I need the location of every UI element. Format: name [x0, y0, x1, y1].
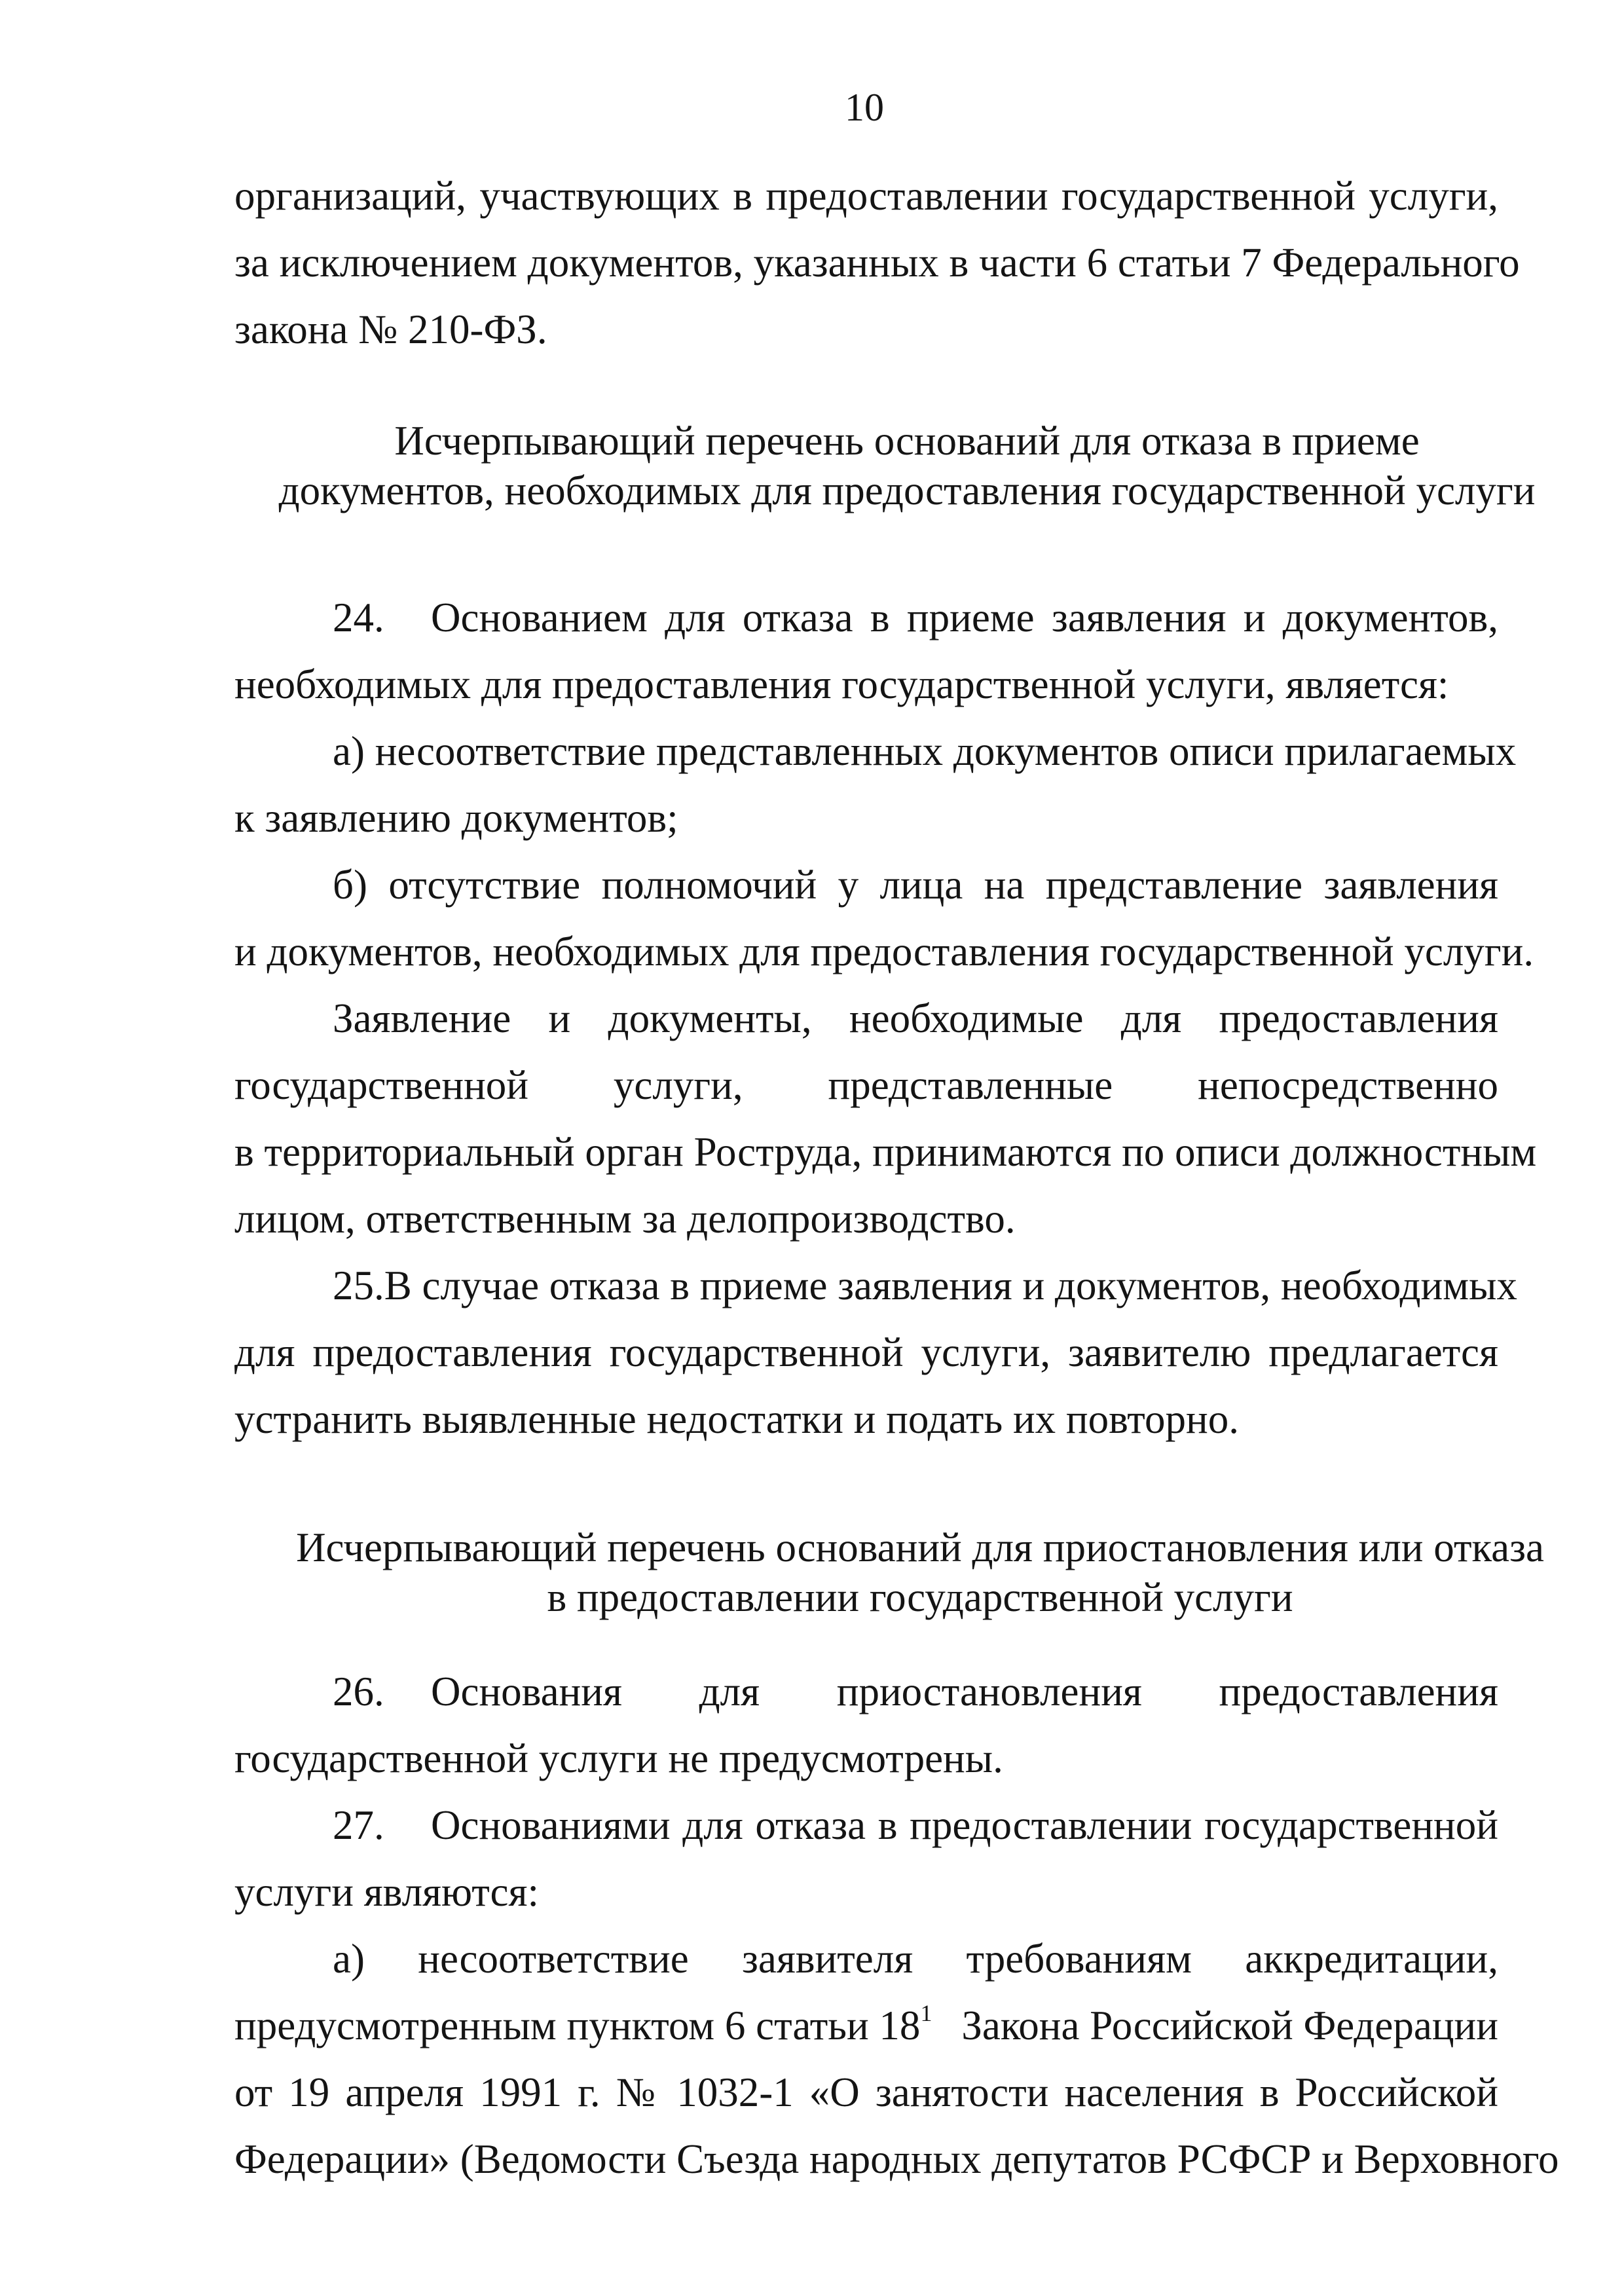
item-27-line	[333, 1802, 1498, 1848]
word: и	[548, 995, 571, 1041]
item-24-note-line	[234, 1062, 1498, 1108]
item-24-note-line	[333, 995, 1498, 1041]
section-heading-line: документов, необходимых для предоставления государственной услуги	[278, 468, 1536, 513]
word: аккредитации,	[1245, 1936, 1498, 1982]
item-24-text: Основанием для отказа в приеме заявления и документов,	[431, 595, 1498, 640]
word: а)	[333, 1936, 365, 1982]
item-25-text: В случае отказа в приеме заявления и документов, необходимых	[384, 1263, 1517, 1308]
word: приостановления	[836, 1669, 1142, 1714]
word: требованиям	[966, 1936, 1192, 1982]
item-number: 25.	[333, 1263, 384, 1308]
item-26-line	[333, 1671, 1498, 1713]
word: Основания	[431, 1669, 622, 1714]
item-24-line	[333, 597, 1498, 639]
word: представленные	[828, 1062, 1113, 1108]
word: несоответствие	[418, 1936, 689, 1982]
item-24-sub-a-line: а) несоответствие представленных документов описи прилагаемых	[333, 728, 1517, 774]
item-27-sub-a-line	[234, 2000, 1498, 2048]
word: государственной	[234, 1062, 528, 1108]
paragraph-line: за исключением документов, указанных в части 6 статьи 7 Федерального	[234, 240, 1520, 286]
item-24-note-line: в территориальный орган Роструда, принимаются по описи должностным	[234, 1129, 1537, 1175]
page-number: 10	[845, 86, 884, 129]
item-27-sub-a-line: Федерации» (Ведомости Съезда народных депутатов РСФСР и Верховного	[234, 2136, 1559, 2182]
item-26-line: государственной услуги не предусмотрены.	[234, 1735, 1003, 1781]
item-number: 24.	[333, 595, 384, 640]
item-27-line: услуги являются:	[234, 1869, 539, 1915]
item-24-sub-b-line: и документов, необходимых для предоставления государственной услуги.	[234, 929, 1534, 974]
item-27-text: Основаниями для отказа в предоставлении государственной	[431, 1802, 1498, 1848]
item-number: 26.	[333, 1669, 384, 1714]
word: услуги,	[613, 1062, 743, 1108]
section-heading-line: в предоставлении государственной услуги	[547, 1574, 1293, 1620]
item-number: 27.	[333, 1802, 384, 1848]
item-27-sub-a-line: от 19 апреля 1991 г. № 1032-1 «О занятости населения в Российской	[234, 2069, 1498, 2115]
word: документы,	[608, 995, 812, 1041]
item-24-sub-a-line: к заявлению документов;	[234, 795, 678, 841]
word: непосредственно	[1198, 1062, 1498, 1108]
superscript: 1	[920, 2000, 932, 2026]
word: предоставления	[1219, 995, 1498, 1041]
word: для	[1120, 995, 1182, 1041]
paragraph-line: организаций, участвующих в предоставлении государственной услуги,	[234, 173, 1498, 219]
item-24-note-line: лицом, ответственным за делопроизводство.	[234, 1196, 1016, 1242]
text-segment: Закона Российской Федерации	[961, 2003, 1498, 2048]
word: необходимые	[849, 995, 1084, 1041]
section-heading-line: Исчерпывающий перечень оснований для приостановления или отказа	[296, 1525, 1544, 1570]
word: заявителя	[741, 1936, 913, 1982]
item-26-words	[431, 1671, 1498, 1713]
word: для	[699, 1669, 760, 1714]
item-27-sub-a-line	[333, 1938, 1498, 1980]
text-segment: предусмотренным пунктом 6 статьи $18^1$	[234, 2000, 932, 2048]
item-25-line	[333, 1263, 1517, 1308]
item-24-line: необходимых для предоставления государственной услуги, является:	[234, 661, 1449, 707]
item-25-line: устранить выявленные недостатки и подать их повторно.	[234, 1396, 1239, 1442]
word: Заявление	[333, 995, 511, 1041]
section-heading-line: Исчерпывающий перечень оснований для отказа в приеме	[394, 418, 1420, 464]
paragraph-line: закона № 210-ФЗ.	[234, 306, 547, 352]
word: предоставления	[1219, 1669, 1498, 1714]
item-25-line: для предоставления государственной услуги, заявителю предлагается	[234, 1329, 1498, 1375]
item-24-sub-b-line: б) отсутствие полномочий у лица на представление заявления	[333, 862, 1498, 908]
